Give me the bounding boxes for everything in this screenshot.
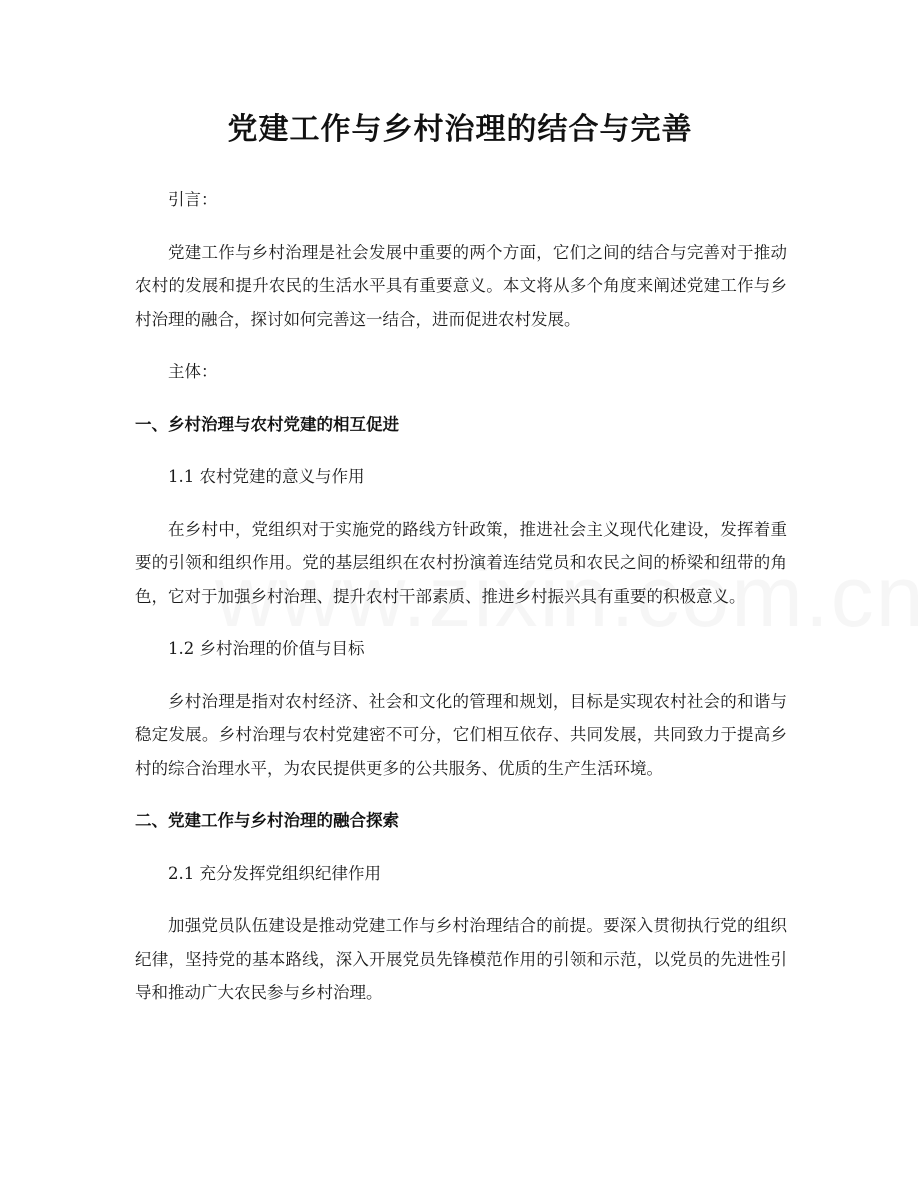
document-body [135,183,787,1010]
subsection-paragraph-1-1: 在乡村中，党组织对于实施党的路线方针政策，推进社会主义现代化建设，发挥着重要的引领和组织作用。党的基层组织在农村扮演着连结党员和农民之间的桥梁和纽带的角色，它对于加强乡村治理、提升农村干部素质、推进乡村振兴具有重要的积极意义。 [135,519,787,606]
body-label: 主体： [168,362,218,381]
subsection-title-1-2: 1.2 乡村治理的价值与目标 [168,639,365,658]
intro-label: 引言： [168,190,218,209]
subsection-title-1-1: 1.1 农村党建的意义与作用 [168,467,365,486]
intro-paragraph: 党建工作与乡村治理是社会发展中重要的两个方面，它们之间的结合与完善对于推动农村的发展和提升农民的生活水平具有重要意义。本文将从多个角度来阐述党建工作与乡村治理的融合，探讨如何完善这一结合，进而促进农村发展。 [135,242,787,329]
document-title: 党建工作与乡村治理的结合与完善 [227,112,693,147]
subsection-paragraph-1-2: 乡村治理是指对农村经济、社会和文化的管理和规划，目标是实现农村社会的和谐与稳定发展。乡村治理与农村党建密不可分，它们相互依存、共同发展，共同致力于提高乡村的综合治理水平，为农民提供更多的公共服务、优质的生产生活环境。 [135,691,787,778]
section-heading-2: 二、党建工作与乡村治理的融合探索 [135,811,399,830]
section-heading-1: 一、乡村治理与农村党建的相互促进 [135,414,399,434]
subsection-title-2-1: 2.1 充分发挥党组织纪律作用 [168,863,381,883]
subsection-paragraph-2-1: 加强党员队伍建设是推动党建工作与乡村治理结合的前提。要深入贯彻执行党的组织纪律，坚持党的基本路线，深入开展党员先锋模范作用的引领和示范，以党员的先进性引导和推动广大农民参与乡村治理。 [135,916,787,1002]
